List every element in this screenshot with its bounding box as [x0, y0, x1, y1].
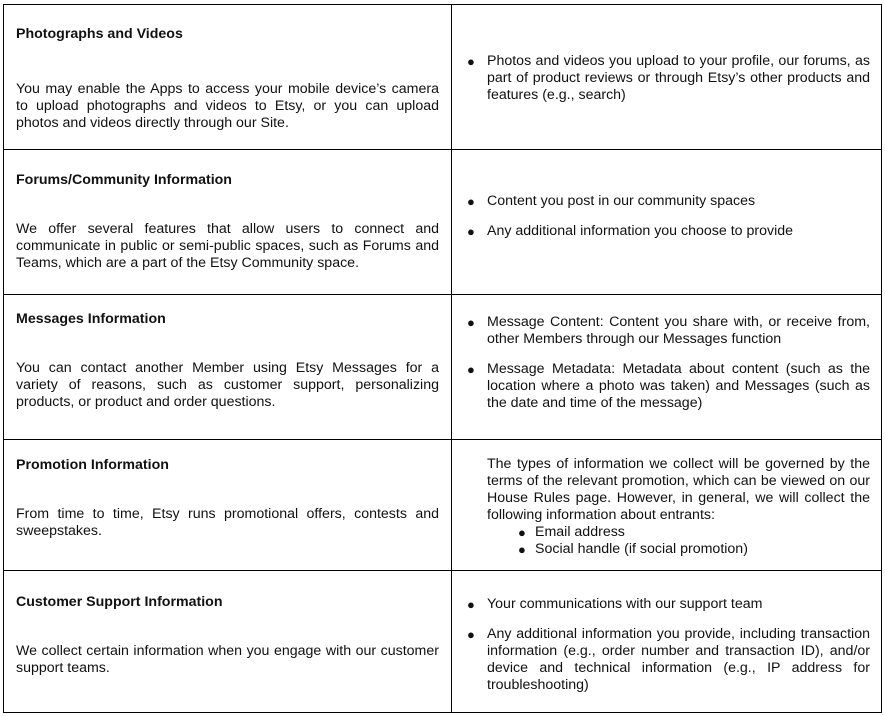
- table-row: [4, 295, 882, 440]
- category-cell: [4, 571, 452, 713]
- bullet-list: [452, 53, 870, 117]
- bullet-icon: ●: [467, 54, 475, 69]
- bullet-icon: ●: [467, 194, 475, 209]
- row-description: We collect certain information when you engage with our customer support teams.: [16, 643, 439, 676]
- list-item: [452, 223, 870, 240]
- list-item-text: Social handle (if social promotion): [535, 541, 748, 557]
- list-item-text: Message Content: Content you share with, or receive from, other Members through our Messages function: [487, 314, 870, 347]
- data-collection-table: [3, 4, 882, 713]
- bullet-list: [452, 596, 870, 707]
- bullet-icon: ●: [518, 542, 526, 557]
- sub-bullet-list: [518, 524, 870, 558]
- list-item: [452, 596, 870, 613]
- category-cell: [4, 295, 452, 440]
- category-cell: [4, 5, 452, 150]
- details-cell: [452, 150, 882, 295]
- bullet-icon: ●: [467, 224, 475, 239]
- list-item-text: Any additional information you choose to provide: [487, 223, 794, 239]
- row-title: Promotion Information: [16, 457, 169, 473]
- details-cell: [452, 440, 882, 571]
- bullet-list: [452, 193, 870, 253]
- list-item: [452, 314, 870, 348]
- row-description: We offer several features that allow users to connect and communicate in public or semi-public spaces, such as Forums and Teams, which are a part of the Etsy Community space.: [16, 221, 439, 271]
- category-cell: [4, 150, 452, 295]
- table-row: [4, 5, 882, 150]
- list-item: [452, 361, 870, 412]
- table-row: [4, 150, 882, 295]
- list-item: [518, 524, 870, 541]
- list-item-text: Any additional information you provide, including transaction information (e.g., order number and transaction ID), and/or device and technical information (e.g., IP address for troubleshooting): [487, 626, 870, 693]
- list-item-text: Email address: [535, 524, 625, 540]
- list-item-text: Message Metadata: Metadata about content (such as the location where a photo was taken) and Messages (such as the date and time of the message): [487, 361, 870, 411]
- row-description: You can contact another Member using Etsy Messages for a variety of reasons, such as customer support, personalizing products, or product and order questions.: [16, 360, 439, 410]
- row-title: Forums/Community Information: [16, 172, 232, 188]
- bullet-list: [452, 314, 870, 425]
- row-title: Customer Support Information: [16, 594, 223, 610]
- table-row: [4, 440, 882, 571]
- table-row: [4, 571, 882, 713]
- bullet-icon: ●: [467, 627, 475, 642]
- row-description: From time to time, Etsy runs promotional offers, contests and sweepstakes.: [16, 506, 439, 539]
- row-title: Messages Information: [16, 311, 166, 327]
- row-description: You may enable the Apps to access your mobile device’s camera to upload photographs and videos to Etsy, or you can upload photos and videos directly through our Site.: [16, 81, 439, 131]
- category-cell: [4, 440, 452, 571]
- list-item: [452, 193, 870, 210]
- row-title: Photographs and Videos: [16, 26, 183, 42]
- list-item-text: Your communications with our support team: [487, 596, 763, 612]
- bullet-icon: ●: [467, 362, 475, 377]
- bullet-icon: ●: [467, 597, 475, 612]
- bullet-icon: ●: [467, 315, 475, 330]
- details-cell: [452, 295, 882, 440]
- bullet-icon: ●: [518, 525, 526, 540]
- details-cell: [452, 571, 882, 713]
- list-item-text: Content you post in our community spaces: [487, 193, 756, 209]
- list-item: [452, 626, 870, 694]
- list-item-text: Photos and videos you upload to your profile, our forums, as part of product reviews or through Etsy’s other products and features (e.g., search): [487, 53, 870, 103]
- list-item: [518, 541, 870, 558]
- promotion-intro-text: The types of information we collect will be governed by the terms of the relevant promotion, which can be viewed on our House Rules page. However, in general, we will collect the following information about entrants:: [487, 456, 870, 523]
- list-item: [452, 53, 870, 104]
- details-cell: [452, 5, 882, 150]
